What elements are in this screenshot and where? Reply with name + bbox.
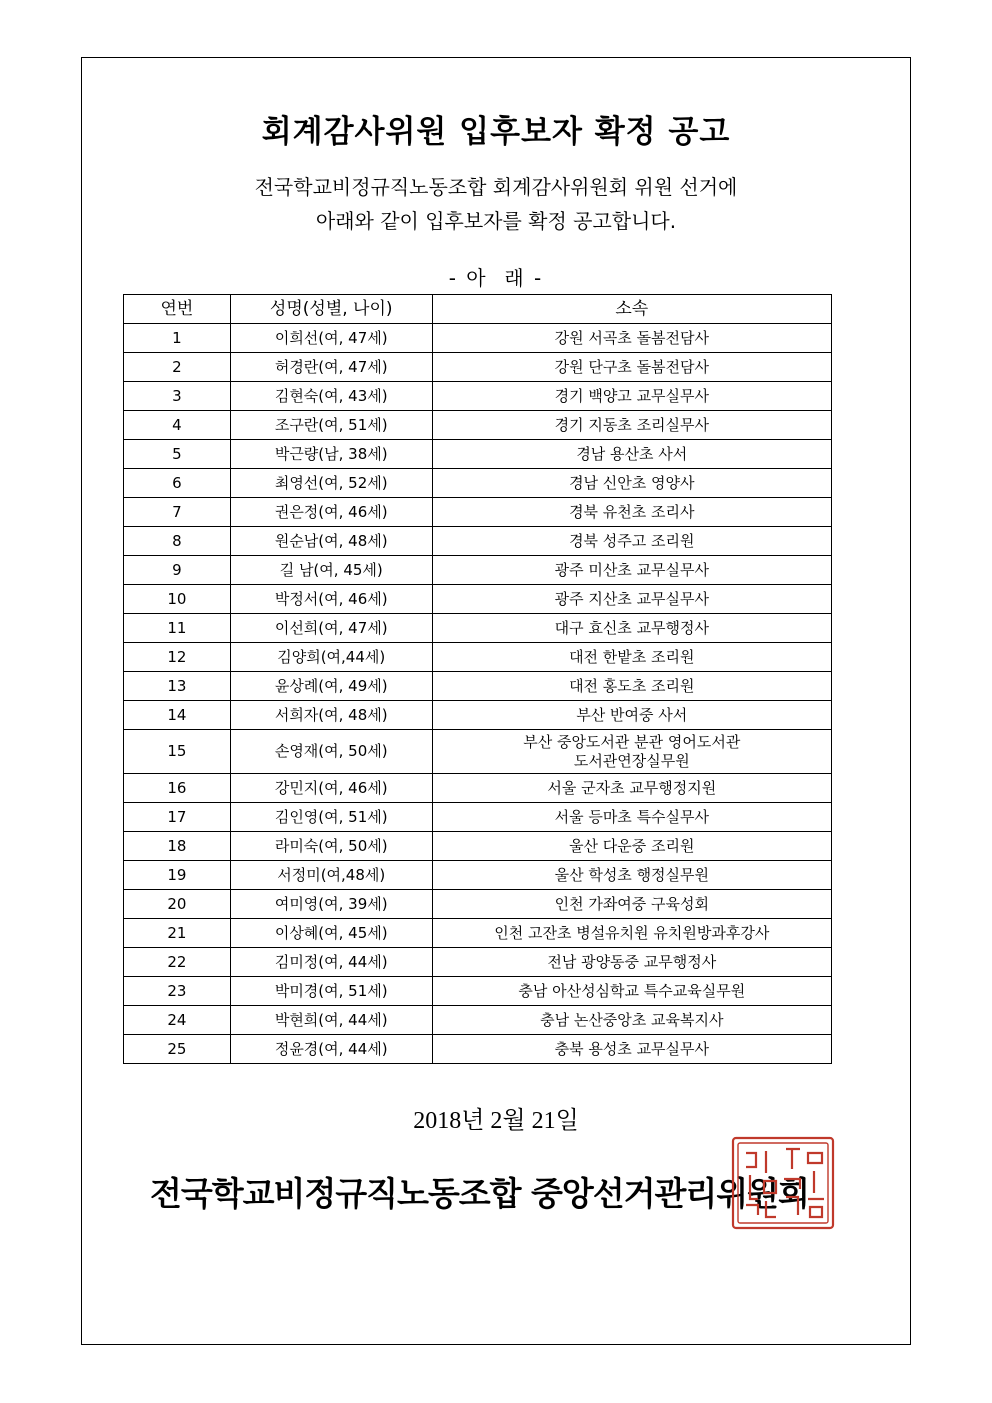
- affiliation-line: 서울 군자초 교무행정지원: [547, 778, 717, 797]
- row-number: 10: [124, 585, 231, 614]
- affiliation-line-2: 도서관연장실무원: [573, 751, 690, 770]
- candidate-name: 박미경(여, 51세): [230, 977, 432, 1006]
- row-number: 4: [124, 411, 231, 440]
- table-row: [124, 585, 832, 614]
- affiliation-line: 울산 학성초 행정실무원: [554, 865, 710, 884]
- row-number: 11: [124, 614, 231, 643]
- header-number: 연번: [124, 295, 231, 324]
- candidate-affiliation: [432, 556, 831, 585]
- affiliation-line: 경남 용산초 사서: [576, 444, 688, 463]
- candidate-affiliation: [432, 861, 831, 890]
- table-row: [124, 411, 832, 440]
- candidate-name: 길 남(여, 45세): [230, 556, 432, 585]
- table-row: [124, 324, 832, 353]
- affiliation-line: 충남 아산성심학교 특수교육실무원: [518, 981, 746, 1000]
- candidate-affiliation: [432, 440, 831, 469]
- candidate-name: 여미영(여, 39세): [230, 890, 432, 919]
- candidate-name: 윤상례(여, 49세): [230, 672, 432, 701]
- affiliation-line: 경기 지동초 조리실무사: [554, 415, 710, 434]
- candidate-affiliation: [432, 774, 831, 803]
- table-row: [124, 643, 832, 672]
- table-header-row: [124, 295, 832, 324]
- candidate-affiliation: [432, 498, 831, 527]
- candidate-affiliation: [432, 614, 831, 643]
- row-number: 18: [124, 832, 231, 861]
- candidate-affiliation: [432, 730, 831, 774]
- candidate-name: 최영선(여, 52세): [230, 469, 432, 498]
- candidate-name: 라미숙(여, 50세): [230, 832, 432, 861]
- table-row: [124, 527, 832, 556]
- table-row: [124, 774, 832, 803]
- candidate-name: 조구란(여, 51세): [230, 411, 432, 440]
- section-label: - 아 래 -: [448, 266, 544, 290]
- row-number: 15: [124, 730, 231, 774]
- candidate-affiliation: [432, 527, 831, 556]
- affiliation-line: 부산 중앙도서관 분관 영어도서관: [523, 732, 741, 751]
- candidate-name: 허경란(여, 47세): [230, 353, 432, 382]
- table-row: [124, 919, 832, 948]
- table-row: [124, 672, 832, 701]
- affiliation-line: 대전 한밭초 조리원: [569, 647, 695, 666]
- candidate-affiliation: [432, 948, 831, 977]
- row-number: 12: [124, 643, 231, 672]
- candidate-name: 서정미(여,48세): [230, 861, 432, 890]
- row-number: 7: [124, 498, 231, 527]
- table-row: [124, 353, 832, 382]
- announcement-date: 2018년 2월 21일: [413, 1108, 579, 1134]
- table-row: [124, 556, 832, 585]
- intro-text: [0, 170, 992, 238]
- intro-line-2: 아래와 같이 입후보자를 확정 공고합니다.: [315, 209, 677, 233]
- candidate-name: 이상혜(여, 45세): [230, 919, 432, 948]
- row-number: 2: [124, 353, 231, 382]
- candidate-affiliation: [432, 890, 831, 919]
- row-number: 19: [124, 861, 231, 890]
- candidate-name: 박근량(남, 38세): [230, 440, 432, 469]
- affiliation-line: 강원 서곡초 돌봄전담사: [554, 328, 710, 347]
- table-row: [124, 832, 832, 861]
- candidate-name: 박정서(여, 46세): [230, 585, 432, 614]
- affiliation-line: 경기 백양고 교무실무사: [554, 386, 710, 405]
- affiliation-line: 경북 성주고 조리원: [569, 531, 695, 550]
- table-row: [124, 1006, 832, 1035]
- affiliation-line: 인천 고잔초 병설유치원 유치원방과후강사: [494, 923, 770, 942]
- table-row: [124, 382, 832, 411]
- table-row: [124, 701, 832, 730]
- row-number: 25: [124, 1035, 231, 1064]
- candidate-affiliation: [432, 382, 831, 411]
- row-number: 17: [124, 803, 231, 832]
- official-seal-icon: [730, 1135, 836, 1231]
- row-number: 23: [124, 977, 231, 1006]
- candidate-name: 손영재(여, 50세): [230, 730, 432, 774]
- row-number: 8: [124, 527, 231, 556]
- candidate-name: 김미정(여, 44세): [230, 948, 432, 977]
- header-name: 성명(성별, 나이): [230, 295, 432, 324]
- organization-name: 전국학교비정규직노동조합 중앙선거관리위원회: [150, 1174, 809, 1213]
- candidate-affiliation: [432, 411, 831, 440]
- candidate-name: 박현희(여, 44세): [230, 1006, 432, 1035]
- table-row: [124, 440, 832, 469]
- candidate-affiliation: [432, 469, 831, 498]
- table-row: [124, 803, 832, 832]
- page-title: 회계감사위원 입후보자 확정 공고: [261, 114, 731, 150]
- table-row: [124, 469, 832, 498]
- candidate-name: 강민지(여, 46세): [230, 774, 432, 803]
- candidate-affiliation: [432, 803, 831, 832]
- candidate-name: 김현숙(여, 43세): [230, 382, 432, 411]
- affiliation-line: 경북 유천초 조리사: [569, 502, 695, 521]
- candidate-affiliation: [432, 353, 831, 382]
- table-row: [124, 498, 832, 527]
- candidate-affiliation: [432, 1006, 831, 1035]
- candidate-name: 원순남(여, 48세): [230, 527, 432, 556]
- affiliation-line: 부산 반여중 사서: [576, 705, 688, 724]
- candidate-affiliation: [432, 919, 831, 948]
- table-row: [124, 614, 832, 643]
- row-number: 13: [124, 672, 231, 701]
- candidate-name: 이선희(여, 47세): [230, 614, 432, 643]
- table-row: [124, 890, 832, 919]
- candidate-name: 김양희(여,44세): [230, 643, 432, 672]
- header-affiliation: 소속: [432, 295, 831, 324]
- row-number: 9: [124, 556, 231, 585]
- affiliation-line: 광주 미산초 교무실무사: [554, 560, 710, 579]
- candidate-name: 정윤경(여, 44세): [230, 1035, 432, 1064]
- candidate-affiliation: [432, 832, 831, 861]
- row-number: 5: [124, 440, 231, 469]
- affiliation-line: 대전 홍도초 조리원: [569, 676, 695, 695]
- row-number: 1: [124, 324, 231, 353]
- row-number: 24: [124, 1006, 231, 1035]
- row-number: 14: [124, 701, 231, 730]
- affiliation-line: 광주 지산초 교무실무사: [554, 589, 710, 608]
- candidate-affiliation: [432, 643, 831, 672]
- table-row: [124, 948, 832, 977]
- candidate-affiliation: [432, 324, 831, 353]
- affiliation-line: 대구 효신초 교무행정사: [554, 618, 710, 637]
- row-number: 3: [124, 382, 231, 411]
- row-number: 21: [124, 919, 231, 948]
- affiliation-line: 전남 광양동중 교무행정사: [547, 952, 717, 971]
- intro-line-1: 전국학교비정규직노동조합 회계감사위원회 위원 선거에: [254, 175, 738, 199]
- row-number: 20: [124, 890, 231, 919]
- affiliation-line: 경남 신안초 영양사: [569, 473, 695, 492]
- table-row: [124, 1035, 832, 1064]
- affiliation-line: 충남 논산중앙초 교육복지사: [540, 1010, 724, 1029]
- candidate-affiliation: [432, 1035, 831, 1064]
- affiliation-line: 서울 등마초 특수실무사: [554, 807, 710, 826]
- candidate-affiliation: [432, 672, 831, 701]
- affiliation-line: 인천 가좌여중 구육성회: [554, 894, 710, 913]
- affiliation-line: 충북 용성초 교무실무사: [554, 1039, 710, 1058]
- table-row: [124, 730, 832, 774]
- table-body: [124, 324, 832, 1064]
- row-number: 22: [124, 948, 231, 977]
- table-row: [124, 861, 832, 890]
- affiliation-line: 강원 단구초 돌봄전담사: [554, 357, 710, 376]
- candidate-affiliation: [432, 585, 831, 614]
- table-row: [124, 977, 832, 1006]
- row-number: 6: [124, 469, 231, 498]
- candidate-affiliation: [432, 701, 831, 730]
- candidate-name: 이희선(여, 47세): [230, 324, 432, 353]
- candidate-name: 서희자(여, 48세): [230, 701, 432, 730]
- row-number: 16: [124, 774, 231, 803]
- affiliation-line: 울산 다운중 조리원: [569, 836, 695, 855]
- candidate-name: 권은정(여, 46세): [230, 498, 432, 527]
- candidate-affiliation: [432, 977, 831, 1006]
- candidate-name: 김인영(여, 51세): [230, 803, 432, 832]
- candidate-table: [123, 294, 832, 1064]
